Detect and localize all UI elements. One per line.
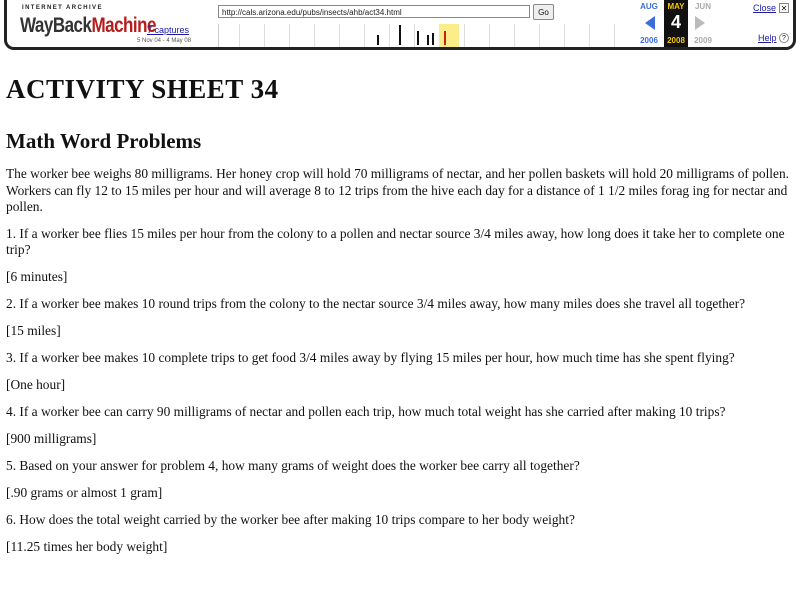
close-icon[interactable]: ✕	[780, 4, 788, 13]
help-icon[interactable]: ?	[779, 33, 789, 43]
help-link[interactable]: Help	[758, 33, 777, 43]
timeline-tick	[514, 24, 515, 47]
problem-answer: [One hour]	[6, 376, 66, 392]
timeline-tick	[364, 24, 365, 47]
go-button[interactable]: Go	[533, 4, 554, 20]
problem-question: 4. If a worker bee can carry 90 milligrams of nectar and pollen each trip, how much total weight has she carried after making 10 trips?	[6, 404, 726, 419]
problem-answer: [.90 grams or almost 1 gram]	[6, 484, 163, 500]
capture-range: 5 Nov 04 - 4 May 08	[137, 38, 192, 44]
intro-paragraph: The worker bee weighs 80 milligrams. Her honey crop will hold 70 milligrams of nectar, and her pollen baskets will hold 20 milligrams of pollen. Workers can fly 12 to 15 miles per hour and will average 8 to 12 trips from the hive each day for a distance of 1 1/2 miles forag ing for nectar and pollen.	[6, 166, 790, 214]
problem-question: 1. If a worker bee flies 15 miles per hour from the colony to a pollen and nectar source 3/4 miles away, how long does it take her to complete one trip?	[6, 225, 785, 257]
timeline-tick	[239, 24, 240, 47]
problem-question: 3. If a worker bee makes 10 complete trips to get food 3/4 miles away by flying 15 miles per hour, how much time has she spent flying?	[6, 350, 735, 365]
problem-answer: [6 minutes]	[6, 268, 68, 284]
capture-timeline[interactable]	[218, 24, 631, 47]
problem-question: 5. Based on your answer for problem 4, how many grams of weight does the worker bee carry all together?	[6, 458, 580, 473]
timeline-tick	[464, 24, 465, 47]
wayback-logo[interactable]	[20, 13, 156, 38]
timeline-tick	[589, 24, 590, 47]
page-content	[6, 74, 792, 566]
timeline-tick	[614, 24, 615, 47]
current-year: 2008	[667, 36, 685, 45]
page-title: ACTIVITY SHEET 34	[6, 74, 279, 104]
timeline-tick	[539, 24, 540, 47]
timeline-current-year	[439, 24, 459, 47]
prev-capture-arrow-icon[interactable]	[645, 16, 655, 30]
prev-month-link[interactable]: AUG	[640, 2, 658, 11]
close-link[interactable]: Close	[753, 3, 777, 13]
problem-question: 2. If a worker bee makes 10 round trips from the colony to the nectar source 3/4 miles away, how many miles does she travel all together?	[6, 296, 746, 311]
timeline-tick	[564, 24, 565, 47]
prev-year-link[interactable]: 2006	[640, 36, 658, 45]
archive-logo-text: INTERNET ARCHIVE	[22, 5, 103, 11]
capture-mark[interactable]	[399, 25, 401, 45]
capture-mark[interactable]	[417, 31, 419, 45]
capture-mark[interactable]	[432, 33, 434, 45]
wayback-logo-machine: Machine	[91, 13, 156, 37]
timeline-tick	[264, 24, 265, 47]
timeline-tick	[489, 24, 490, 47]
current-month: MAY	[667, 2, 685, 11]
problem-question: 6. How does the total weight carried by the worker bee after making 10 trips compare to her body weight?	[6, 512, 575, 527]
next-capture-arrow-icon	[695, 16, 705, 30]
problem-answer: [11.25 times her body weight]	[6, 538, 168, 554]
timeline-tick	[289, 24, 290, 47]
next-month: JUN	[694, 2, 711, 11]
url-input[interactable]: http://cals.arizona.edu/pubs/insects/ahb/act34.html	[218, 5, 530, 18]
timeline-tick	[339, 24, 340, 47]
problem-answer: [15 miles]	[6, 322, 61, 338]
capture-mark[interactable]	[377, 35, 379, 45]
current-day: 4	[670, 12, 681, 32]
timeline-tick	[314, 24, 315, 47]
capture-mark-current[interactable]	[444, 31, 446, 45]
problem-answer: [900 milligrams]	[6, 430, 97, 446]
wayback-toolbar	[0, 0, 800, 52]
capture-mark[interactable]	[427, 35, 429, 45]
timeline-tick	[389, 24, 390, 47]
timeline-tick	[414, 24, 415, 47]
next-year: 2009	[694, 36, 712, 45]
wayback-logo-word: WayBack	[20, 13, 92, 37]
captures-link[interactable]: 7 captures	[147, 25, 190, 35]
page-subtitle: Math Word Problems	[6, 129, 202, 153]
